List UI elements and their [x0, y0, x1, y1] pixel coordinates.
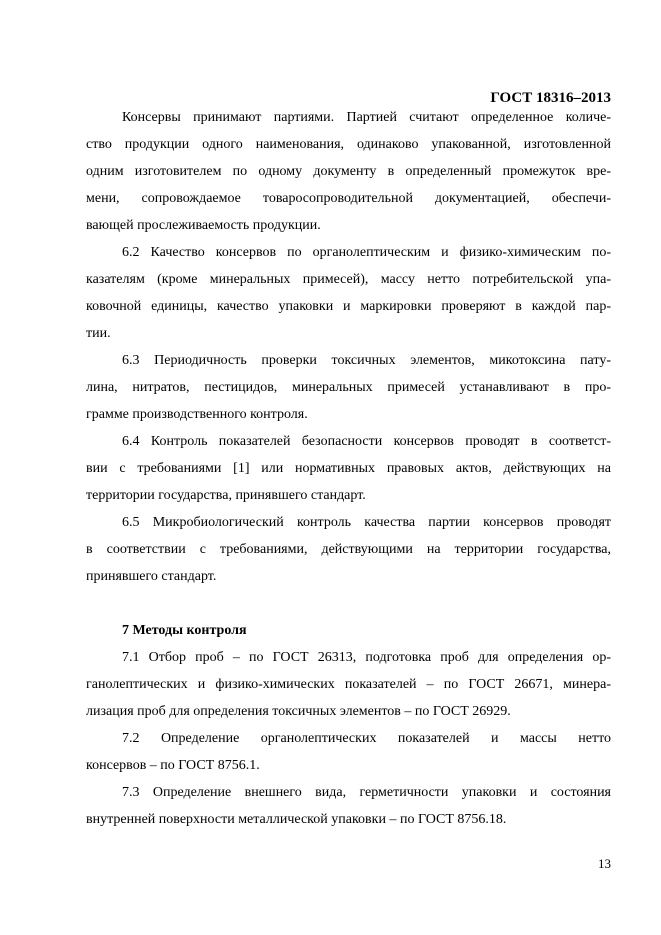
text-line: 6.4 Контроль показателей безопасности консервов проводят в соответст- — [122, 434, 611, 449]
text-line: консервов – по ГОСТ 8756.1. — [86, 758, 260, 773]
text-line: принявшего стандарт. — [86, 569, 217, 584]
text-line: мени, сопровождаемое товаросопроводительной документацией, обеспечи- — [86, 191, 611, 206]
text-line: 7.3 Определение внешнего вида, герметичности упаковки и состояния — [122, 785, 611, 800]
section-heading: 7 Методы контроля — [122, 623, 247, 638]
text-line: в соответствии с требованиями, действующими на территории государства, — [86, 542, 611, 557]
text-line: ковочной единицы, качество упаковки и маркировки проверяют в каждой пар- — [86, 299, 611, 314]
text-line: казателям (кроме минеральных примесей), массу нетто потребительской упа- — [86, 272, 611, 287]
text-line: территории государства, принявшего стандарт. — [86, 488, 366, 503]
text-line: 6.2 Качество консервов по органолептическим и физико-химическим по- — [122, 245, 611, 260]
text-line: 7.2 Определение органолептических показателей и массы нетто — [122, 731, 611, 746]
text-line: лизация проб для определения токсичных элементов – по ГОСТ 26929. — [86, 704, 511, 719]
text-line: лина, нитратов, пестицидов, минеральных примесей устанавливают в про- — [86, 380, 611, 395]
text-line: Консервы принимают партиями. Партией считают определенное количе- — [122, 110, 611, 125]
text-line: тии. — [86, 326, 111, 341]
text-line: 7.1 Отбор проб – по ГОСТ 26313, подготовка проб для определения ор- — [122, 650, 611, 665]
text-line: 6.5 Микробиологический контроль качества партии консервов проводят — [122, 515, 611, 530]
text-line: одним изготовителем по одному документу в определенный промежуток вре- — [86, 164, 611, 179]
text-line: 6.3 Периодичность проверки токсичных элементов, микотоксина пату- — [122, 353, 611, 368]
document-code: ГОСТ 18316–2013 — [490, 90, 611, 106]
text-line: вии с требованиями [1] или нормативных правовых актов, действующих на — [86, 461, 611, 476]
text-line: ганолептических и физико-химических показателей – по ГОСТ 26671, минера- — [86, 677, 611, 692]
page-number: 13 — [598, 856, 611, 871]
text-line: грамме производственного контроля. — [86, 407, 308, 422]
text-line: ство продукции одного наименования, одинаково упакованной, изготовленной — [86, 137, 611, 152]
text-line: вающей прослеживаемость продукции. — [86, 218, 321, 233]
text-line: внутренней поверхности металлической упаковки – по ГОСТ 8756.18. — [86, 812, 507, 827]
